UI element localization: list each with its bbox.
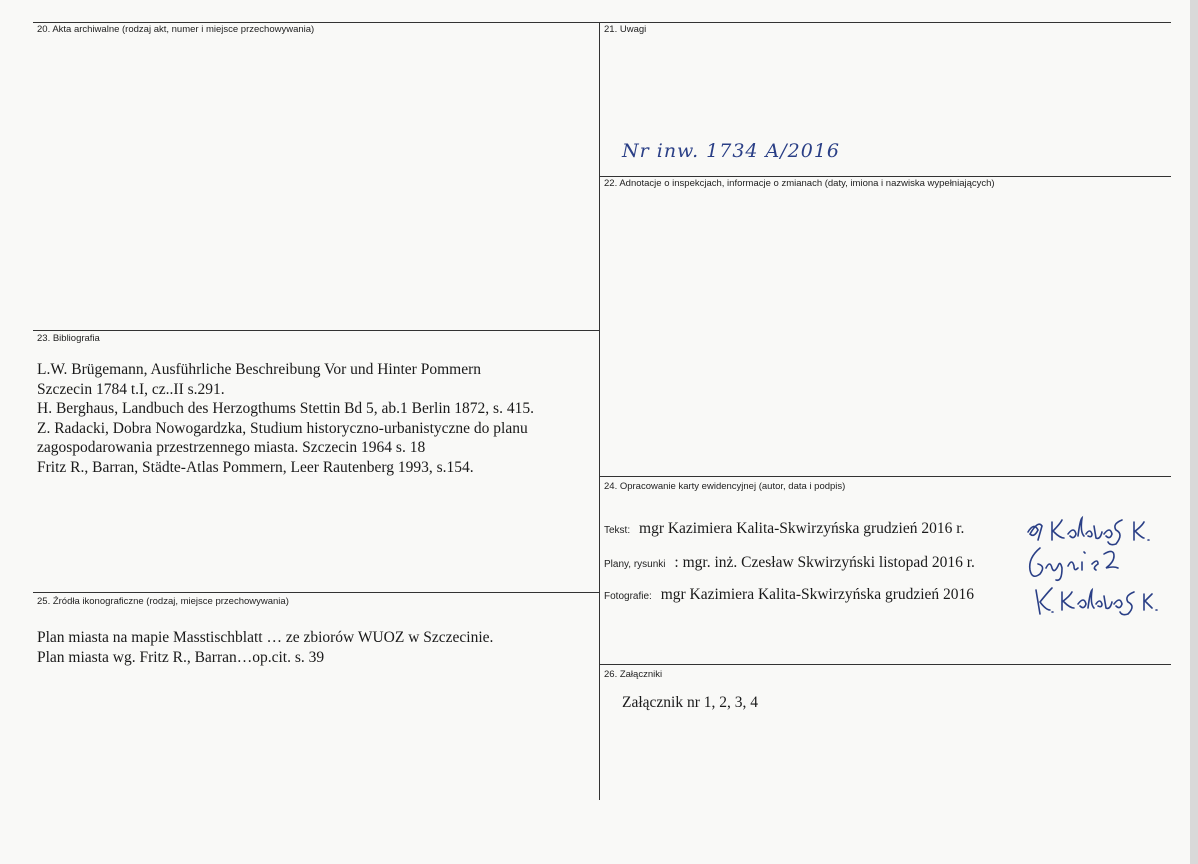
section-23-label: 23. Bibliografia <box>37 333 100 344</box>
bibliography-line: Fritz R., Barran, Städte-Atlas Pommern, Leer Rautenberg 1993, s.154. <box>37 458 474 476</box>
bibliography-list <box>37 360 534 478</box>
author-text-row <box>604 520 964 538</box>
signature-photos-author <box>1026 584 1160 618</box>
author-plans-row <box>604 554 975 572</box>
iconography-line: Plan miasta wg. Fritz R., Barran…op.cit. s. 39 <box>37 649 325 666</box>
bibliography-line: H. Berghaus, Landbuch des Herzogthums Stettin Bd 5, ab.1 Berlin 1872, s. 415. <box>37 400 534 418</box>
field-label: Plany, rysunki <box>604 559 666 570</box>
section-20-label: 20. Akta archiwalne (rodzaj akt, numer i miejsce przechowywania) <box>37 24 315 35</box>
top-rule <box>33 22 1171 23</box>
inventory-number-handwritten: Nr inw. 1734 A/2016 <box>622 140 841 162</box>
signature-text-author <box>1022 512 1152 548</box>
section-21-label: 21. Uwagi <box>604 24 647 35</box>
field-value: : mgr. inż. Czesław Skwirzyński listopad 2016 r. <box>674 554 975 571</box>
rule-25 <box>33 592 599 593</box>
rule-23 <box>33 330 599 331</box>
scan-edge <box>1190 0 1198 864</box>
rule-26 <box>599 664 1171 665</box>
bibliography-line: Z. Radacki, Dobra Nowogardzka, Studium historyczno-urbanistyczne do planu <box>37 419 528 437</box>
field-label: Tekst: <box>604 525 631 536</box>
signature-plans-author <box>1020 544 1130 584</box>
field-label: Fotografie: <box>604 591 652 602</box>
section-24-label: 24. Opracowanie karty ewidencyjnej (autor, data i podpis) <box>604 481 846 492</box>
bibliography-line: zagospodarowania przestrzennego miasta. Szczecin 1964 s. 18 <box>37 439 426 457</box>
iconography-line: Plan miasta na mapie Masstischblatt … ze zbiorów WUOZ w Szczecinie. <box>37 629 494 646</box>
author-photos-row <box>604 586 974 604</box>
rule-22 <box>599 176 1171 177</box>
attachments-value: Załącznik nr 1, 2, 3, 4 <box>622 694 759 711</box>
section-26-label: 26. Załączniki <box>604 669 663 680</box>
section-25-label: 25. Źródła ikonograficzne (rodzaj, miejsce przechowywania) <box>37 596 289 607</box>
section-22-label: 22. Adnotacje o inspekcjach, informacje o zmianach (daty, imiona i nazwiska wypełniających) <box>604 178 995 189</box>
rule-24 <box>599 476 1171 477</box>
bibliography-line: L.W. Brügemann, Ausführliche Beschreibung Vor und Hinter Pommern <box>37 361 481 378</box>
center-rule <box>599 22 600 800</box>
field-value: mgr Kazimiera Kalita-Skwirzyńska grudzień 2016 r. <box>639 520 965 537</box>
bibliography-line: Szczecin 1784 t.I, cz..II s.291. <box>37 380 225 398</box>
field-value: mgr Kazimiera Kalita-Skwirzyńska grudzień 2016 <box>660 586 975 603</box>
